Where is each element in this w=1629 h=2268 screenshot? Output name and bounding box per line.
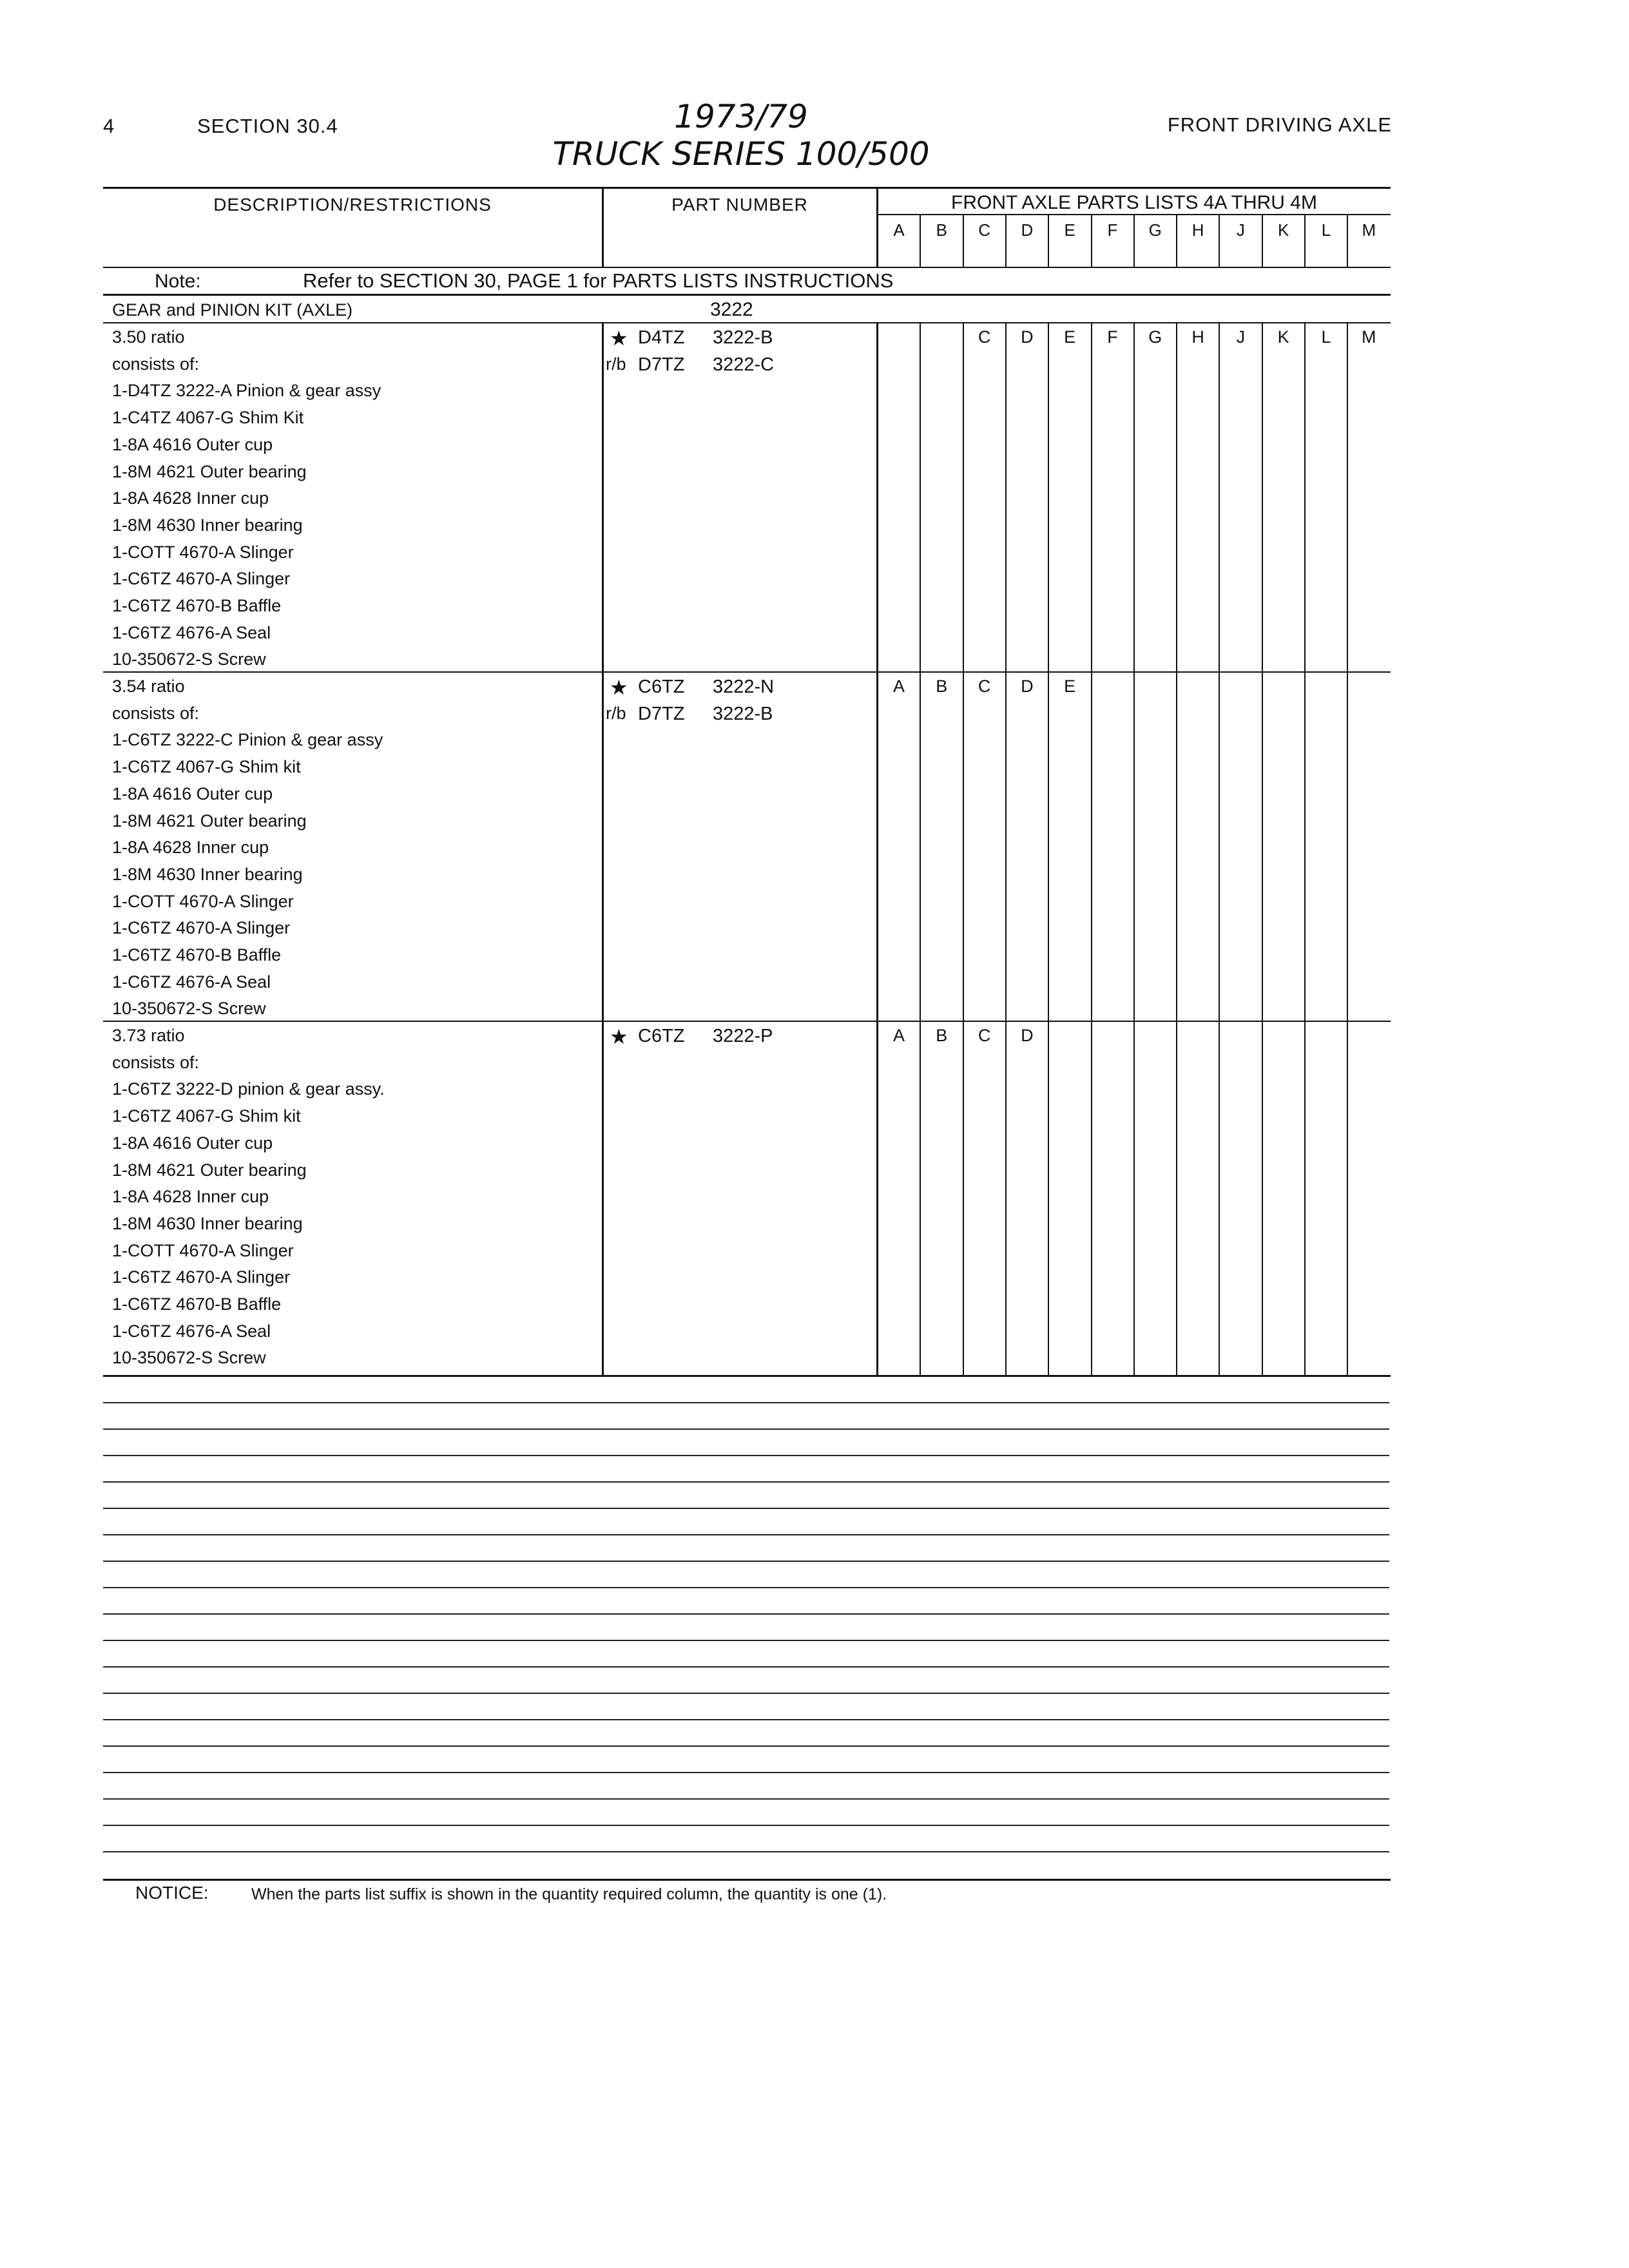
header-divider-desc [602,187,604,268]
group-divider [103,1021,1391,1022]
list-column-header: J [1236,220,1245,240]
blank-line [103,1508,1389,1509]
part-number: 3222-C [713,354,775,375]
part-number: 3222-P [713,1026,773,1046]
column-header-divider [1048,215,1049,268]
list-applicability: K [1277,327,1289,347]
component-line: 1-C6TZ 4670-A Slinger [112,918,291,938]
component-line: 1-8M 4621 Outer bearing [112,811,307,831]
kit-description: GEAR and PINION KIT (AXLE) [112,300,353,320]
column-divider [1176,322,1177,1376]
series-title: TRUCK SERIES 100/500 [552,135,930,173]
list-applicability: H [1191,327,1204,347]
component-line: 1-8A 4616 Outer cup [112,1133,273,1153]
component-line: 1-C6TZ 4676-A Seal [112,972,271,992]
header-bottom-rule [103,267,1391,268]
year-range: 1973/79 [674,98,808,135]
list-applicability: F [1107,327,1118,347]
kit-basic-number: 3222 [710,299,753,320]
column-header-divider [1262,215,1263,268]
header-divider-part [876,187,878,268]
list-applicability: D [1021,1026,1034,1045]
blank-line [103,1719,1389,1720]
column-divider [1347,322,1348,1376]
component-line: 1-8M 4630 Inner bearing [112,515,303,535]
blank-line [103,1798,1389,1800]
column-divider [1133,322,1135,1376]
column-header-divider [963,215,964,268]
column-divider [1091,322,1092,1376]
list-applicability: A [892,1026,905,1045]
component-line: 1-C6TZ 4670-B Baffle [112,596,282,615]
list-applicability: E [1064,327,1076,347]
list-applicability: E [1064,677,1076,696]
body-divider-part [876,322,878,1376]
component-line: 1-8A 4628 Inner cup [112,488,269,508]
component-line: 1-C6TZ 4067-G Shim kit [112,1106,301,1126]
body-divider-desc [602,322,604,1376]
blank-line [103,1772,1389,1773]
list-applicability: B [936,677,948,696]
component-line: 1-8A 4616 Outer cup [112,783,273,803]
list-column-header: K [1278,220,1289,240]
ratio-label: 3.54 ratio [112,677,185,696]
list-applicability: C [978,1026,991,1045]
notice-label: NOTICE: [135,1883,209,1903]
column-header-divider [1133,215,1135,268]
part-number: 3222-B [713,703,773,724]
note-text: Refer to SECTION 30, PAGE 1 for PARTS LISTS INSTRUCTIONS [303,269,894,292]
list-column-header: C [978,220,990,240]
list-column-header: D [1021,220,1034,240]
component-line: 1-8M 4630 Inner bearing [112,864,303,884]
star-marker: ★ [610,676,628,699]
component-line: 1-C6TZ 4067-G Shim kit [112,757,301,777]
list-column-header: E [1064,220,1075,240]
component-line: consists of: [112,703,200,723]
part-prefix: C6TZ [638,677,685,697]
column-divider [1304,322,1306,1376]
page-number: 4 [103,115,115,137]
component-line: 1-C6TZ 4670-B Baffle [112,1294,282,1314]
column-header-divider [1347,215,1348,268]
section-label: SECTION 30.4 [197,115,338,137]
component-line: 1-C6TZ 4670-A Slinger [112,1267,291,1287]
list-column-header: G [1148,220,1162,240]
component-line: 1-8A 4616 Outer cup [112,434,273,454]
ratio-label: 3.73 ratio [112,1026,185,1045]
column-header-divider [1091,215,1092,268]
part-number: 3222-N [713,677,775,697]
subject-label: FRONT DRIVING AXLE [1167,113,1392,136]
part-number-header: PART NUMBER [671,195,808,215]
blank-line [103,1481,1389,1483]
list-column-header: L [1321,220,1331,240]
column-divider [1262,322,1263,1376]
column-header-divider [1005,215,1007,268]
table-bottom-rule [103,1375,1391,1377]
description-header: DESCRIPTION/RESTRICTIONS [213,195,492,215]
blank-line [103,1745,1389,1747]
component-line: 10-350672-S Screw [112,999,266,1019]
blank-line [103,1534,1389,1535]
component-line: consists of: [112,354,200,374]
list-column-header: A [893,220,905,240]
blank-line [103,1402,1389,1403]
star-marker: ★ [610,327,628,350]
list-applicability: J [1236,327,1246,347]
component-line: 1-C4TZ 4067-G Shim Kit [112,408,304,428]
table-top-rule [103,187,1391,189]
column-divider [1219,322,1220,1376]
column-divider [963,322,964,1376]
column-header-divider [1219,215,1220,268]
column-header-divider [1176,215,1177,268]
column-divider [1048,322,1049,1376]
replaced-by-marker: r/b [606,354,626,374]
list-column-header: M [1362,220,1376,240]
blank-line [103,1666,1389,1667]
column-divider [920,322,921,1376]
notice-text: When the parts list suffix is shown in the quantity required column, the quantity is one (1). [251,1885,887,1903]
list-applicability: G [1148,327,1162,347]
component-line: 1-8A 4628 Inner cup [112,1187,269,1207]
column-header-divider [920,215,921,268]
blank-line [103,1613,1389,1615]
component-line: 1-COTT 4670-A Slinger [112,1240,294,1260]
component-line: 1-C6TZ 4676-A Seal [112,622,271,642]
component-line: 1-COTT 4670-A Slinger [112,542,294,562]
list-applicability: B [936,1026,948,1045]
note-bottom-rule [103,294,1391,296]
component-line: 1-D4TZ 3222-A Pinion & gear assy [112,381,381,401]
list-column-header: B [936,220,947,240]
component-line: 1-C6TZ 3222-D pinion & gear assy. [112,1079,385,1099]
list-applicability: L [1321,327,1331,347]
blank-line [103,1455,1389,1456]
column-header-divider [1304,215,1306,268]
blank-line [103,1825,1389,1826]
blank-line [103,1587,1389,1588]
column-divider [1005,322,1007,1376]
component-line: consists of: [112,1052,200,1072]
blank-line [103,1428,1389,1430]
component-line: 1-8M 4621 Outer bearing [112,1160,307,1180]
blank-line [103,1851,1389,1852]
part-prefix: C6TZ [638,1026,685,1046]
list-applicability: D [1021,327,1034,347]
list-applicability: A [892,677,905,696]
blank-line [103,1693,1389,1694]
list-applicability: D [1021,677,1034,696]
kit-bottom-rule [103,322,1391,323]
list-applicability: C [978,327,991,347]
star-marker: ★ [610,1025,628,1048]
replaced-by-marker: r/b [606,703,626,723]
list-column-header: F [1107,220,1118,240]
list-applicability: M [1362,327,1376,347]
component-line: 1-C6TZ 4670-A Slinger [112,569,291,589]
component-line: 1-8M 4630 Inner bearing [112,1213,303,1233]
part-number: 3222-B [713,327,773,348]
group-divider [103,671,1391,673]
part-prefix: D7TZ [638,354,685,375]
component-line: 1-8A 4628 Inner cup [112,838,269,858]
list-applicability: C [978,677,991,696]
component-line: 1-C6TZ 4670-B Baffle [112,945,282,965]
list-column-header: H [1191,220,1204,240]
notice-top-rule [103,1879,1391,1881]
blank-line [103,1561,1389,1562]
blank-line [103,1640,1389,1641]
note-label: Note: [155,271,201,292]
component-line: 1-8M 4621 Outer bearing [112,461,307,481]
part-prefix: D4TZ [638,327,685,348]
component-line: 10-350672-S Screw [112,649,266,669]
component-line: 10-350672-S Screw [112,1348,266,1368]
part-prefix: D7TZ [638,703,685,724]
component-line: 1-C6TZ 3222-C Pinion & gear assy [112,730,383,750]
ratio-label: 3.50 ratio [112,327,185,347]
component-line: 1-COTT 4670-A Slinger [112,891,294,911]
lists-header: FRONT AXLE PARTS LISTS 4A THRU 4M [951,192,1317,213]
component-line: 1-C6TZ 4676-A Seal [112,1321,271,1341]
